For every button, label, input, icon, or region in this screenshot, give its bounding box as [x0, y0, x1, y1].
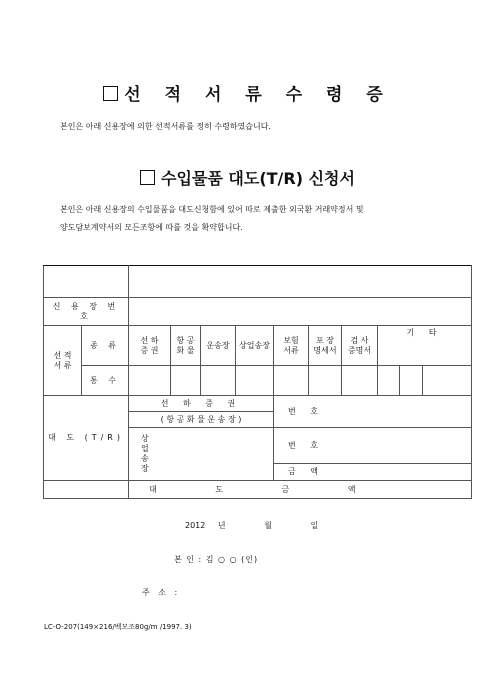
- blank-footer-cell: [44, 481, 129, 499]
- awb-line-label: ( 항 공 화 물 운 송 장 ): [129, 412, 274, 428]
- tr-amount-label[interactable]: 대 도 금 액: [129, 481, 472, 499]
- application-text-line-1: 본인은 아래 신용장의 수입물품을 대도신청함에 있어 따로 제출한 외국환 거래약정서 및: [60, 205, 364, 214]
- col-other: 기 타: [378, 326, 472, 366]
- lc-number-field[interactable]: [129, 298, 472, 326]
- count-invoice-field[interactable]: [236, 366, 274, 396]
- count-insurance-field[interactable]: [274, 366, 309, 396]
- address-line[interactable]: 주 소 :: [142, 588, 181, 597]
- application-text-line-2: 양도담보계약서의 모든조항에 따를 것을 확약합니다.: [60, 223, 243, 232]
- count-other-field-2[interactable]: [400, 366, 423, 396]
- col-air-waybill: 항 공 화 물: [171, 326, 201, 366]
- count-awb-field[interactable]: [171, 366, 201, 396]
- count-packing-field[interactable]: [309, 366, 342, 396]
- count-inspection-field[interactable]: [342, 366, 378, 396]
- invoice-number-label: 번 호: [288, 440, 324, 450]
- blank-header-cell: [44, 266, 129, 298]
- bl-number-cell[interactable]: [274, 396, 472, 428]
- count-bl-field[interactable]: [129, 366, 171, 396]
- date-line[interactable]: 2012 년 월 일: [185, 521, 319, 530]
- invoice-number-cell[interactable]: [274, 428, 472, 464]
- application-form-table: [43, 265, 472, 499]
- doc-count-label: 통 수: [82, 366, 129, 396]
- trust-receipt-label: 대 도 (T/R): [44, 396, 129, 481]
- lc-number-label: 신 용 장 번 호: [44, 298, 129, 326]
- col-packing-list: 포 장 명세서: [309, 326, 342, 366]
- document-title: [0, 80, 495, 105]
- document-title-text: 선 적 서 류 수 령 증: [124, 85, 392, 105]
- count-other-field-1[interactable]: [378, 366, 400, 396]
- col-insurance: 보험 서류: [274, 326, 309, 366]
- application-title: [0, 166, 495, 189]
- form-code-footer: LC-O-207(149×216/백모조80g/m /1997. 3): [44, 623, 192, 631]
- count-freight-field[interactable]: [201, 366, 236, 396]
- checkbox-icon[interactable]: [103, 86, 118, 101]
- invoice-amount-cell[interactable]: [274, 464, 472, 481]
- invoice-amount-label: 금 액: [288, 467, 324, 476]
- col-invoice: 상업송장: [236, 326, 274, 366]
- count-other-field-3[interactable]: [423, 366, 472, 396]
- shipping-docs-label: 선 적 서 류: [44, 326, 82, 396]
- col-bill-of-lading: 선 하 증 권: [129, 326, 171, 366]
- bl-number-label: 번 호: [288, 406, 324, 416]
- blank-header-value[interactable]: [129, 266, 472, 298]
- doc-kind-label: 종 류: [82, 326, 129, 366]
- signer-line[interactable]: 본 인 : 김 ○ ○ (인): [174, 555, 259, 564]
- bl-line-label: 선 하 증 권: [129, 396, 274, 412]
- col-freight: 운송장: [201, 326, 236, 366]
- receipt-text: 본인은 아래 신용장에 의한 선적서류를 정히 수령하였습니다.: [60, 122, 271, 131]
- checkbox-icon[interactable]: [140, 170, 155, 185]
- col-inspection-cert: 검 사 증명서: [342, 326, 378, 366]
- commercial-invoice-label: 상 업 송 장: [129, 428, 274, 481]
- application-title-text: 수입물품 대도(T/R) 신청서: [161, 169, 355, 188]
